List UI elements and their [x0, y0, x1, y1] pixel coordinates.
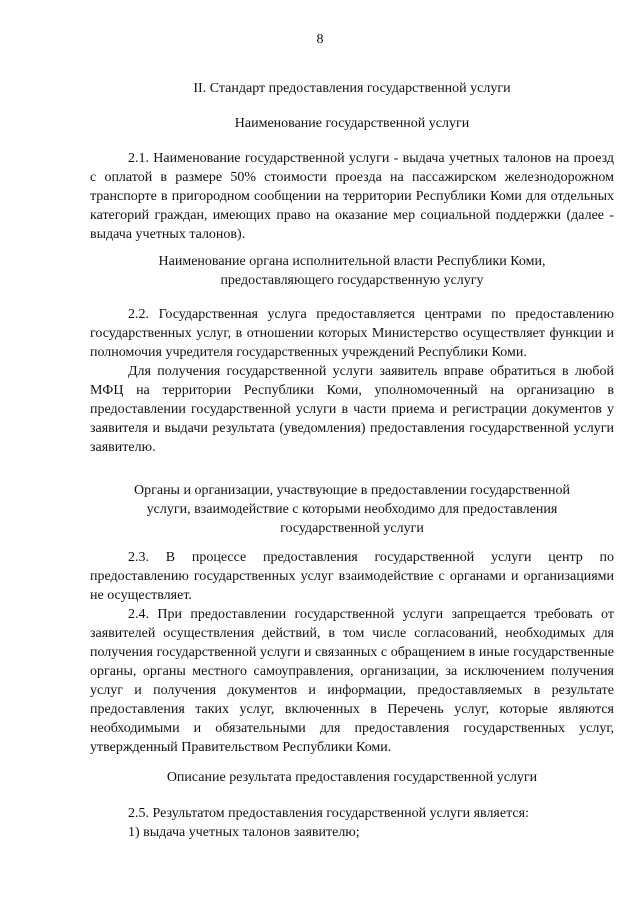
section-title-text: II. Стандарт предоставления государственной услуги: [193, 81, 511, 96]
paragraph-2-2-text: 2.2. Государственная услуга предоставляется центрами по предоставлению государственных услуг, в отношении которых Министерство осуществляет функции и полномочия учредителя государственных учреждений Республики Коми.: [90, 307, 614, 360]
heading-orgs-line1: Органы и организации, участвующие в предоставлении государственной: [134, 483, 570, 498]
heading-authority: [90, 252, 614, 290]
heading-service-name: [90, 114, 614, 133]
paragraph-2-5-item1: 1) выдача учетных талонов заявителю;: [128, 825, 360, 840]
paragraph-2-1-text: 2.1. Наименование государственной услуги - выдача учетных талонов на проезд с оплатой в размере 50% стоимости проезда на пассажирском железнодорожном транспорте в пригородном сообщении на территории Республики Коми для отдельных категорий граждан, имеющих право на оказание мер социальной поддержки (далее - выдача учетных талонов).: [90, 151, 614, 242]
paragraph-2-1: [90, 149, 614, 244]
section-title: [90, 79, 614, 98]
page-number: 8: [316, 32, 324, 47]
heading-result-text: Описание результата предоставления государственной услуги: [166, 770, 538, 785]
heading-result: [90, 768, 614, 787]
paragraph-2-2b-text: Для получения государственной услуги заявитель вправе обратиться в любой МФЦ на территории Республики Коми, уполномоченный на организацию в предоставлении государственной услуги в части приема и регистрации документов у заявителя и выдачи результата (уведомления) предоставления государственной услуги заявителю.: [90, 364, 614, 455]
heading-orgs-line2: услуги, взаимодействие с которыми необходимо для предоставления: [146, 502, 558, 517]
heading-authority-line2: предоставляющего государственную услугу: [220, 273, 484, 288]
paragraph-2-3: [90, 548, 614, 757]
heading-service-name-text: Наименование государственной услуги: [234, 116, 470, 131]
paragraph-2-4-text: 2.4. При предоставлении государственной услуги запрещается требовать от заявителей осуществления действий, в том числе согласований, необходимых для получения государственной услуги и связанных с обращением в иные государственные органы, органы местного самоуправления, организации, за исключением получения услуг и получения документов и информации, предоставляемых в результате предоставления таких услуг, включенных в Перечень услуг, которые являются необходимыми и обязательными для предоставления государственных услуг, утвержденный Правительством Республики Коми.: [90, 607, 614, 755]
paragraph-2-3-text: 2.3. В процессе предоставления государственной услуги центр по предоставлению государственных услуг взаимодействие с органами и организациями не осуществляет.: [90, 550, 614, 603]
paragraph-2-5: [90, 804, 614, 842]
heading-orgs-line3: государственной услуги: [280, 521, 424, 536]
paragraph-2-2: [90, 305, 614, 457]
heading-authority-line1: Наименование органа исполнительной власти Республики Коми,: [158, 254, 546, 269]
heading-orgs: [90, 481, 614, 538]
paragraph-2-5-text: 2.5. Результатом предоставления государственной услуги является:: [128, 806, 529, 821]
